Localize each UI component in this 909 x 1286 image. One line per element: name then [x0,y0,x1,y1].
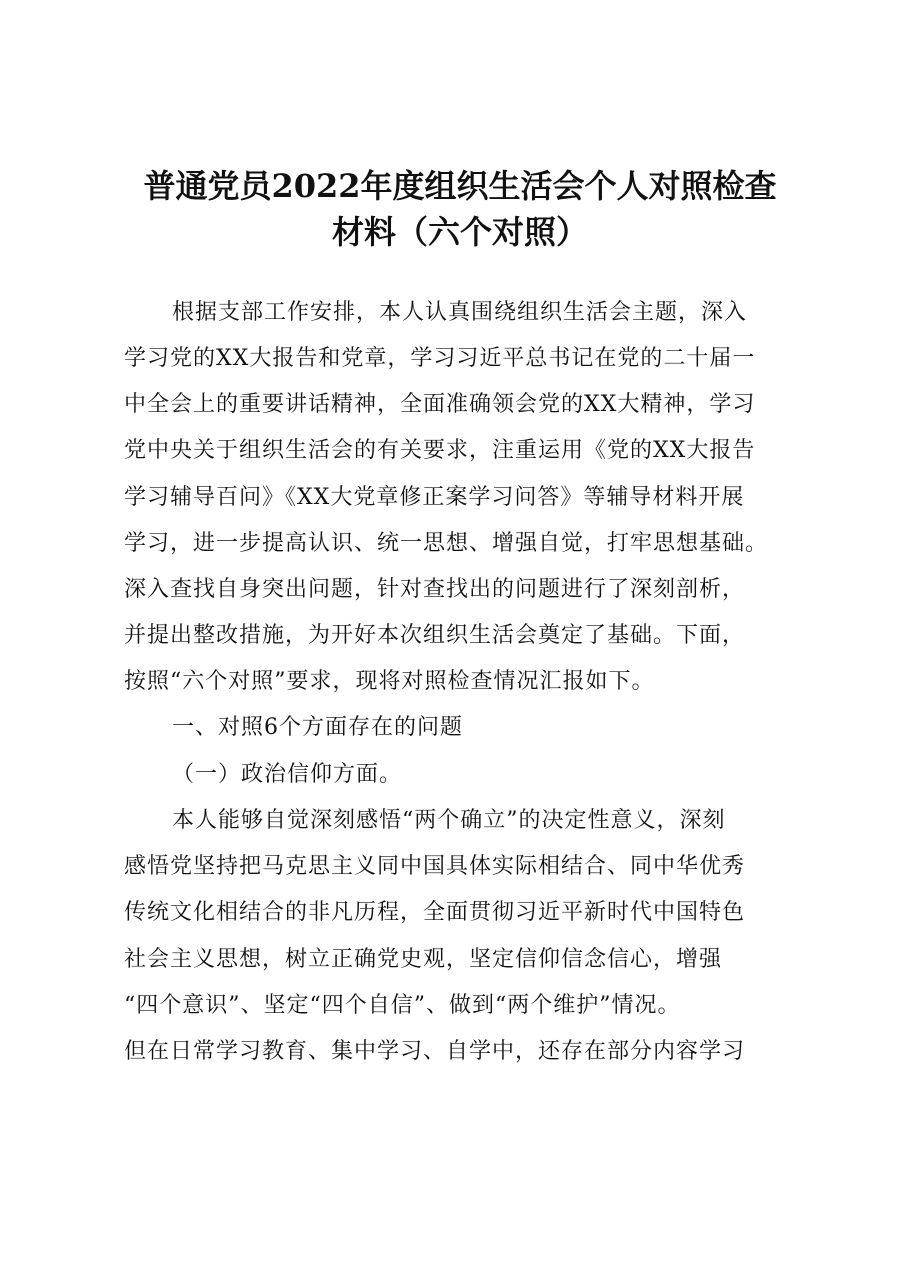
paragraph-1-line-4: 党中央关于组织生活会的有关要求，注重运用《党的XX大报告 [124,438,756,463]
paragraph-2-line-6: 但在日常学习教育、集中学习、自学中，还存在部分内容学习 [124,1039,746,1064]
paragraph-1-line-5: 学习辅导百问》《XX大党章修正案学习问答》等辅导材料开展 [124,485,745,510]
document-title-line-2: 材料（六个对照） [331,213,588,251]
paragraph-1-line-3: 中全会上的重要讲话精神，全面准确领会党的XX大精神，学习 [124,392,756,417]
paragraph-1-line-8: 并提出整改措施，为开好本次组织生活会奠定了基础。下面， [124,623,746,648]
paragraph-2-line-1: 本人能够自觉深刻感悟“两个确立”的决定性意义，深刻 [172,808,726,833]
paragraph-2-line-4: 社会主义思想，树立正确党史观，坚定信仰信念信心，增强 [124,947,723,972]
subsection-heading-1: （一）政治信仰方面。 [172,762,403,787]
paragraph-2-line-2: 感悟党坚持把马克思主义同中国具体实际相结合、同中华优秀 [124,854,746,879]
paragraph-1-line-7: 深入查找自身突出问题，针对查找出的问题进行了深刻剖析， [124,577,746,602]
paragraph-2-line-3: 传统文化相结合的非凡历程，全面贯彻习近平新时代中国特色 [124,900,746,925]
section-heading-1: 一、对照6个方面存在的问题 [172,715,463,740]
paragraph-1-line-1: 根据支部工作安排，本人认真围绕组织生活会主题，深入 [172,300,748,325]
paragraph-2-line-5: “四个意识”、坚定“四个自信”、做到“两个维护”情况。 [124,993,681,1018]
paragraph-1-line-6: 学习，进一步提高认识、统一思想、增强自觉，打牢思想基础。 [124,531,769,556]
document-title-line-1: 普通党员2022年度组织生活会个人对照检查 [143,167,777,205]
paragraph-1-line-9: 按照“六个对照”要求，现将对照检查情况汇报如下。 [124,669,655,694]
paragraph-1-line-2: 学习党的XX大报告和党章，学习习近平总书记在党的二十届一 [124,346,756,371]
